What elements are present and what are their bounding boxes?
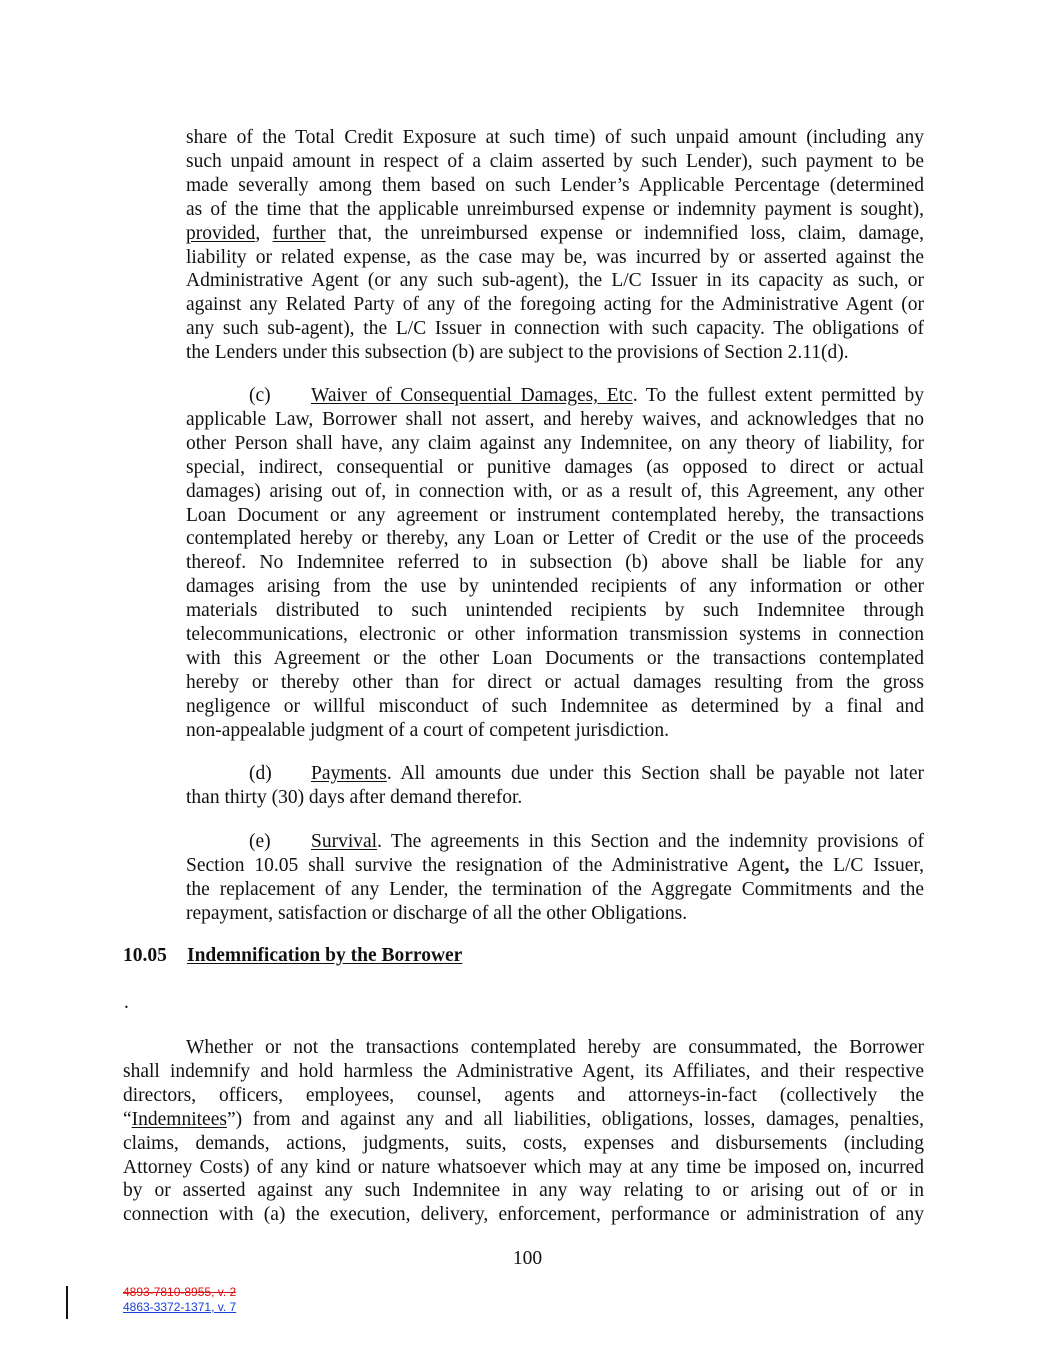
text-line: than thirty (30) days after demand therefor. [186,786,523,808]
line-rest: . All amounts due under this Section shall be payable not later [386,763,924,784]
text-line: by or asserted against any such Indemnitee in any way relating to or arising out of or in [123,1180,924,1202]
section-title: Indemnification by the Borrower [187,945,463,966]
paragraph-b-continuation [186,126,924,365]
text-line: applicable Law, Borrower shall not assert, and hereby waives, and acknowledges that no [186,408,924,430]
text-line: directors, officers, employees, counsel, agents and attorneys-in-fact (collectively the [123,1084,924,1106]
line-part: the L/C Issuer, [789,854,924,876]
text-line: Loan Document or any agreement or instrument contemplated hereby, the transactions [186,504,924,526]
line-rest: . To the fullest extent permitted by [632,385,924,406]
new-document-id: 4863-3372-1371, v. 7 [123,1300,237,1314]
text-line: as of the time that the applicable unreimbursed expense or indemnity payment is sought), [186,198,924,220]
change-bar [66,1286,68,1319]
text-line: damages) arising out of, in connection with, or as a result of, this Agreement, any other [186,480,924,502]
text-line: telecommunications, electronic or other information transmission systems in connection [186,624,924,646]
open-quote: “ [123,1108,132,1130]
text-line: damages arising from the use by unintended recipients of any information or other [186,576,924,598]
text-line [186,854,924,878]
text-line: such unpaid amount in respect of a claim asserted by such Lender), such payment to be [186,150,924,172]
subsection-label: (c) [249,385,271,406]
text-line: materials distributed to such unintended recipients by such Indemnitee through [186,600,924,622]
text-line: non-appealable judgment of a court of competent jurisdiction. [186,719,670,741]
paragraph-c [186,384,924,743]
line-rest: that, the unreimbursed expense or indemnified loss, claim, damage, [325,222,924,244]
text-line [186,384,924,408]
line-part: Whether or not the transactions contemplated hereby are consummated, the Borrower [186,1037,924,1058]
text-line: liability or related expense, as the case may be, was incurred by or asserted against the [186,246,924,268]
text-line [123,1108,924,1132]
indemnitees-term: Indemnitees [131,1108,227,1130]
old-document-id: 4893-7810-8955, v. 2 [123,1285,237,1299]
text-line: any such sub-agent), the L/C Issuer in connection with such capacity. The obligations of [186,318,924,340]
further-term: further [272,222,326,244]
subsection-label: (e) [249,831,271,852]
comma: , [255,222,261,244]
text-line: shall indemnify and hold harmless the Administrative Agent, its Affiliates, and their respective [123,1060,924,1082]
text-line: Attorney Costs) of any kind or nature whatsoever which may at any time be imposed on, incurred [123,1156,924,1178]
text-line: against any Related Party of any of the foregoing acting for the Administrative Agent (or [186,294,924,316]
text-line [123,1036,924,1060]
line-rest: . The agreements in this Section and the indemnity provisions of [377,831,924,852]
text-line [186,830,924,854]
line-rest: ”) from and against any and all liabilities, obligations, losses, damages, penalties, [226,1108,924,1130]
section-number: 10.05 [123,945,167,966]
section-heading [123,945,462,967]
paragraph-e [186,830,924,926]
subsection-title: Survival [311,831,378,852]
text-line: other Person shall have, any claim against any Indemnitee, on any theory of liability, for [186,432,924,454]
paragraph-10-05 [123,1036,924,1227]
text-line [186,222,924,246]
text-line: claims, demands, actions, judgments, suits, costs, expenses and disbursements (including [123,1132,924,1154]
text-line: with this Agreement or the other Loan Documents or the transactions contemplated [186,647,924,669]
text-line: negligence or willful misconduct of such Indemnitee as determined by a final and [186,695,924,717]
text-line: the Lenders under this subsection (b) are subject to the provisions of Section 2.11(d). [186,342,849,364]
bold-comma: , [784,854,790,876]
text-line: made severally among them based on such Lender’s Applicable Percentage (determined [186,174,924,196]
text-line: share of the Total Credit Exposure at such time) of such unpaid amount (including any [186,127,924,148]
page-number: 100 [512,1248,543,1269]
text-line: thereof. No Indemnitee referred to in subsection (b) above shall be liable for any [186,552,924,574]
line-part: Section 10.05 shall survive the resignation of the Administrative Agent [186,854,785,876]
text-line: contemplated hereby or thereby, any Loan or Letter of Credit or the use of the proceeds [186,528,924,550]
text-line: hereby or thereby other than for direct or actual damages resulting from the gross [186,671,924,693]
text-line: Administrative Agent (or any such sub-agent), the L/C Issuer in its capacity as such, or [186,270,924,292]
subsection-title: Waiver of Consequential Damages, Etc [311,385,633,406]
paragraph-d [186,762,924,810]
subsection-label: (d) [249,763,272,784]
document-id-footer [123,1285,236,1315]
text-line: connection with (a) the execution, delivery, enforcement, performance or administration of any [123,1204,924,1226]
text-line: the replacement of any Lender, the termination of the Aggregate Commitments and the [186,878,924,900]
provided-term: provided [186,222,256,244]
subsection-title: Payments [311,763,387,784]
text-line: special, indirect, consequential or punitive damages (as opposed to direct or actual [186,456,924,478]
text-line [186,762,924,786]
stray-period: . [124,992,129,1013]
text-line: repayment, satisfaction or discharge of all the other Obligations. [186,902,688,924]
